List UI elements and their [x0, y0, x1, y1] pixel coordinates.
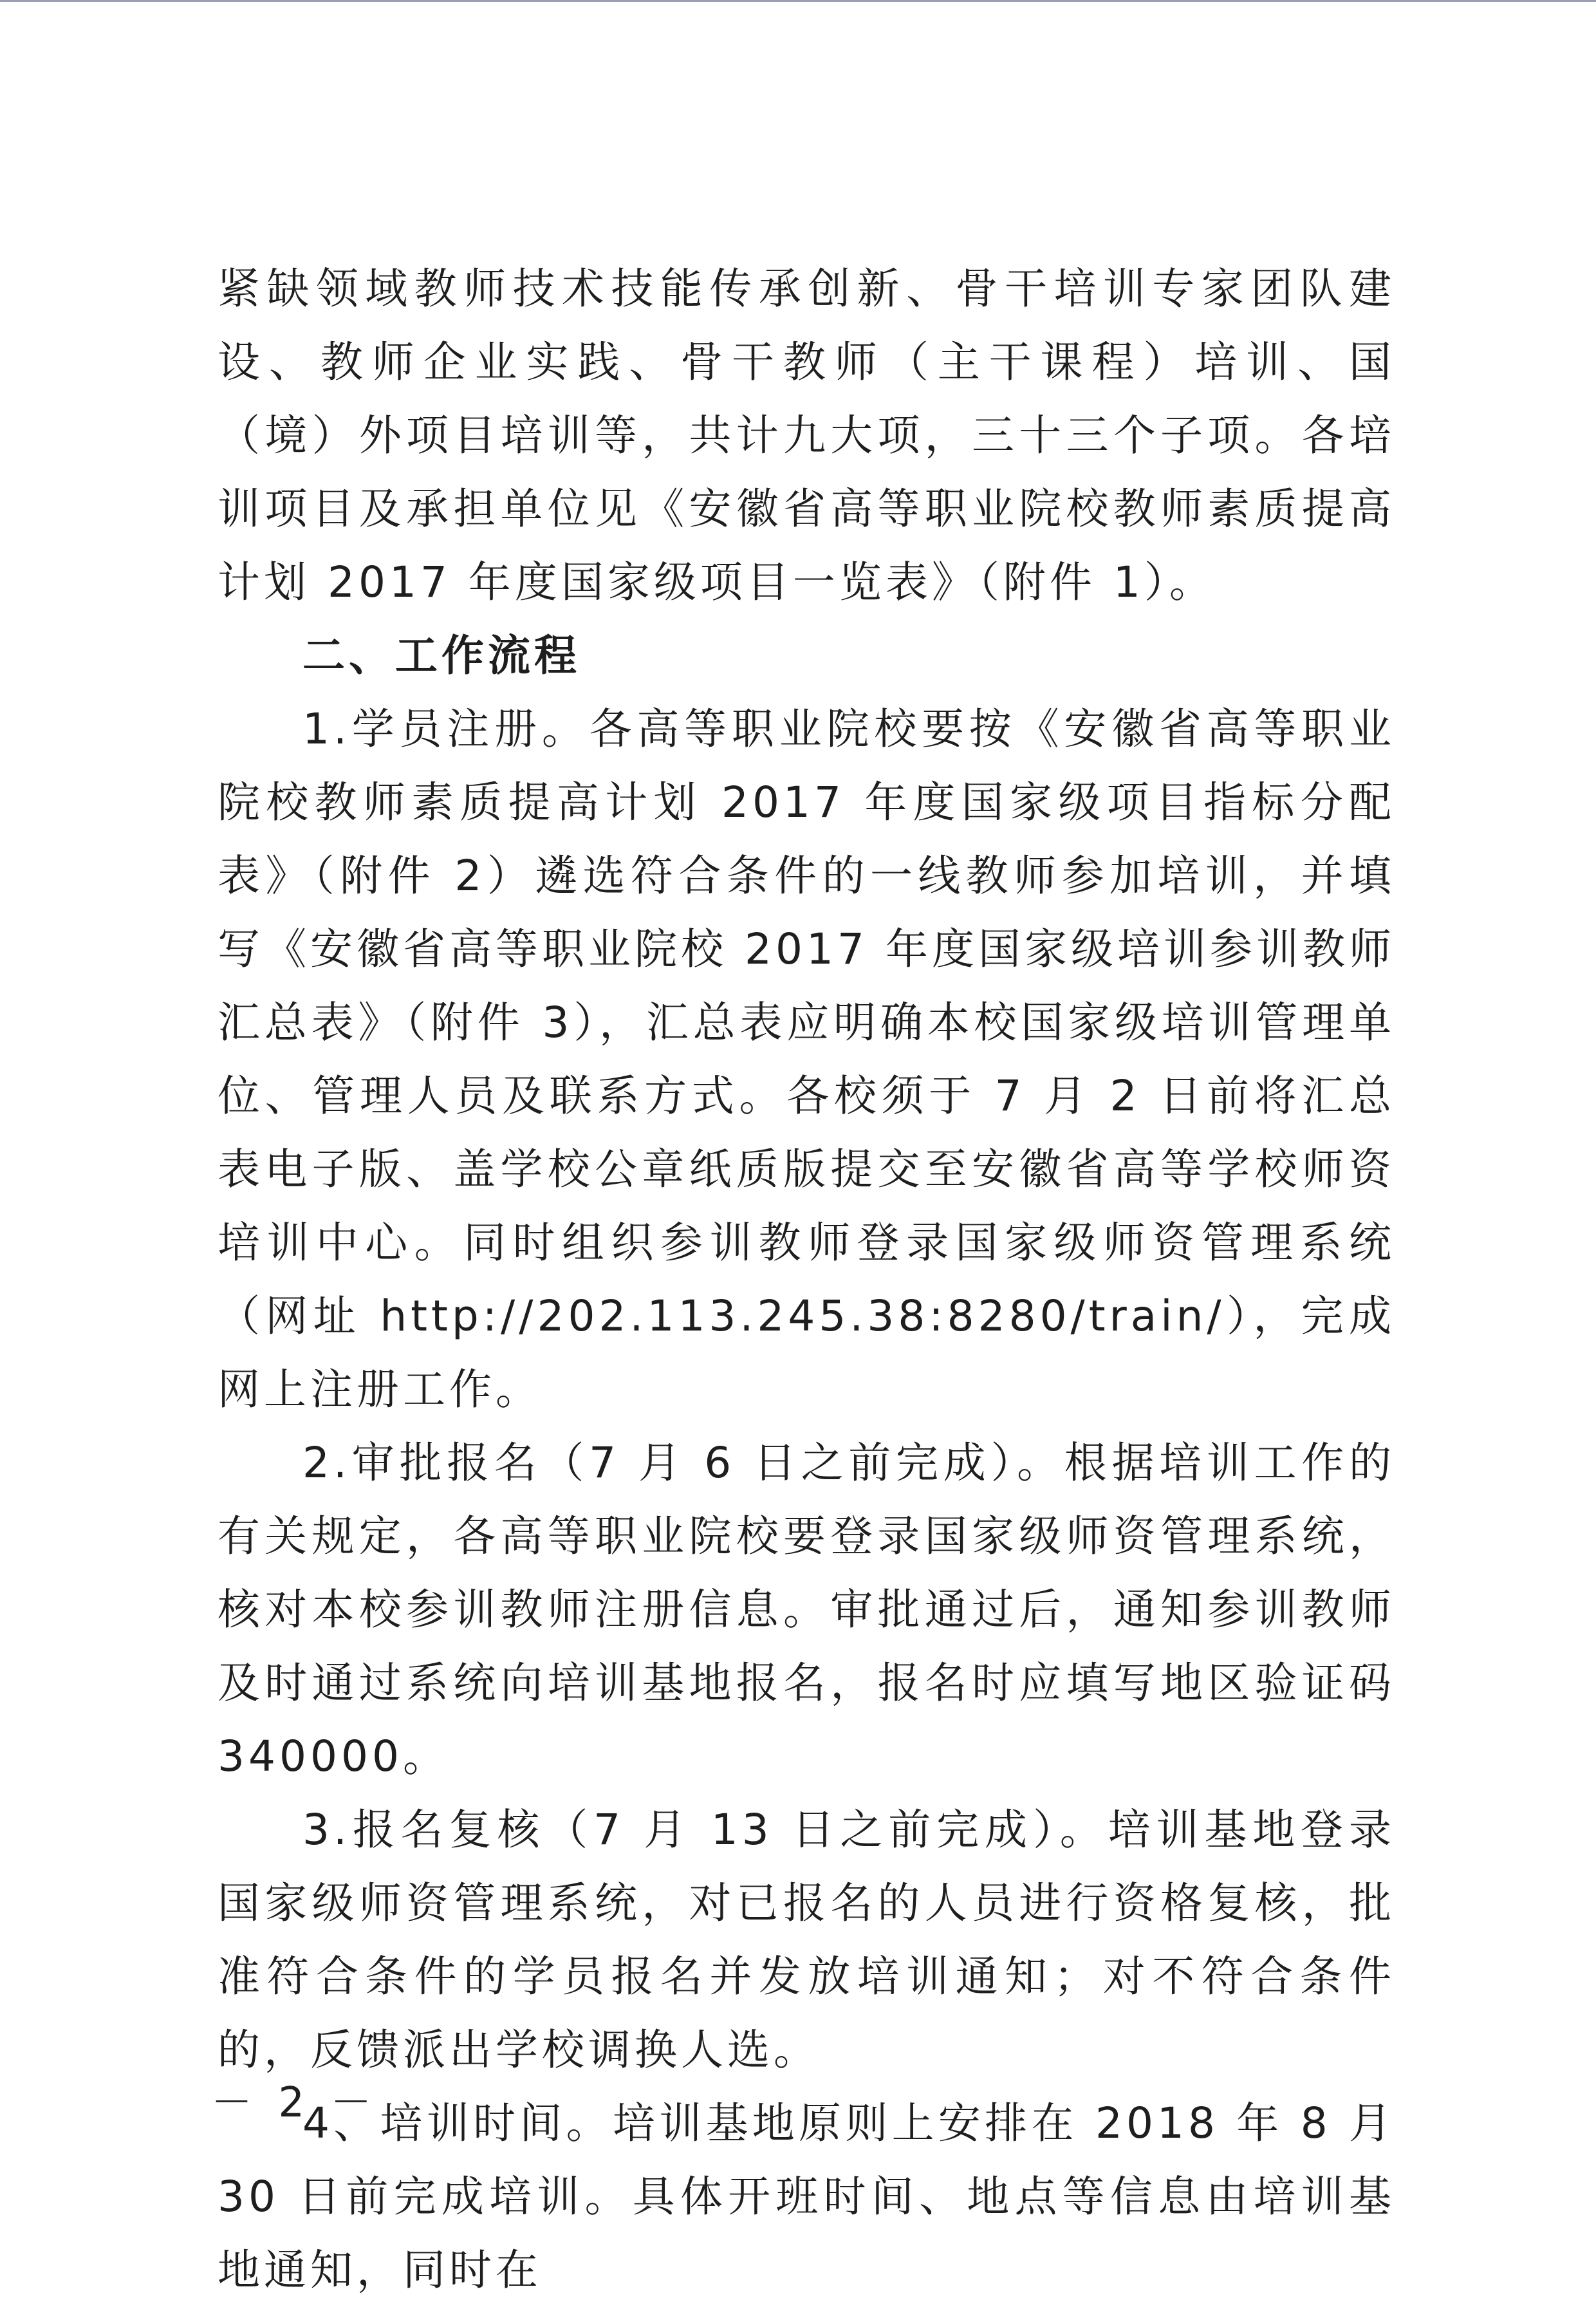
page-number: － 2 －: [211, 2079, 378, 2127]
document-body: [218, 252, 1395, 2307]
section-heading: 二、工作流程: [302, 631, 580, 680]
page-top-border: [0, 0, 1596, 2]
step-2-paragraph: 2.审批报名（7 月 6 日之前完成）。根据培训工作的有关规定，各高等职业院校要登录国家级师资管理系统，核对本校参训教师注册信息。审批通过后，通知参训教师及时通过系统向培训基地报名，报名时应填写地区验证码 340000。: [218, 1438, 1395, 1781]
step-4-paragraph: 4、培训时间。培训基地原则上安排在 2018 年 8 月 30 日前完成培训。具体开班时间、地点等信息由培训基地通知，同时在: [218, 2098, 1395, 2295]
step-3-paragraph: 3.报名复核（7 月 13 日之前完成）。培训基地登录国家级师资管理系统，对已报名的人员进行资格复核，批准符合条件的学员报名并发放培训通知；对不符合条件的，反馈派出学校调换人选。: [218, 1805, 1395, 2075]
intro-paragraph: 紧缺领域教师技术技能传承创新、骨干培训专家团队建设、教师企业实践、骨干教师（主干课程）培训、国（境）外项目培训等，共计九大项，三十三个子项。各培训项目及承担单位见《安徽省高等职业院校教师素质提高计划 2017 年度国家级项目一览表》（附件 1）。: [218, 264, 1395, 607]
step-1-paragraph: 1.学员注册。各高等职业院校要按《安徽省高等职业院校教师素质提高计划 2017 年度国家级项目指标分配表》（附件 2）遴选符合条件的一线教师参加培训，并填写《安徽省高等职业院校 2017 年度国家级培训参训教师汇总表》（附件 3），汇总表应明确本校国家级培训管理单位、管理人员及联系方式。各校须于 7 月 2 日前将汇总表电子版、盖学校公章纸质版提交至安徽省高等学校师资培训中心。同时组织参训教师登录国家级师资管理系统（网址 http://202.113.245.38:8280/train/），完成网上注册工作。: [218, 704, 1395, 1414]
